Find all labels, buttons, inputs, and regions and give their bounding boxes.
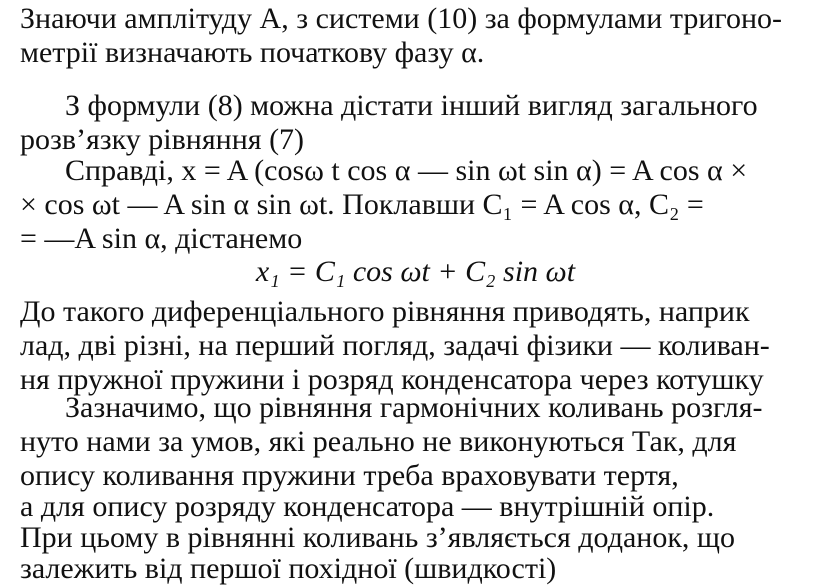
text-line-13: нуто нами за умов, які реально не виконуються Так, для: [20, 425, 737, 458]
text-line-11: ня пружної пружини і розряд конденсатора через котушку: [20, 363, 764, 396]
text-line-1: Знаючи амплітуду A, з системи (10) за формулами тригоно-: [20, 2, 782, 35]
text-line-16: При цьому в рівнянні коливань з’являється доданок, що: [20, 521, 736, 554]
text-line-10: лад, дві різні, на перший погляд, задачі фізики — коливан-: [20, 329, 770, 362]
text-line-6: × cos ωt — A sin α sin ωt. Поклавши C₁ = A cos α, C₂ =: [20, 188, 704, 221]
text-line-9: До такого диференціального рівняння приводять, наприк: [20, 295, 750, 328]
text-line-17: залежить від першої похідної (швидкості): [20, 552, 557, 585]
text-line-5: Справді, x = A (cosω t cos α — sin ωt sin α) = A cos α ×: [65, 154, 748, 187]
text-line-15: а для опису розряду конденсатора — внутрішній опір.: [20, 490, 715, 523]
text-line-3: З формули (8) можна дістати інший вигляд загального: [65, 89, 758, 122]
formula-line: x₁ = C₁ cos ωt + C₂ sin ωt: [255, 255, 576, 288]
text-line-2: метрії визначають початкову фазу α.: [20, 36, 485, 69]
text-line-4: розв’язку рівняння (7): [20, 123, 305, 156]
text-line-12: Зазначимо, що рівняння гармонічних коливань розгля-: [65, 391, 763, 424]
text-line-7: = —A sin α, дістанемо: [20, 222, 303, 255]
text-line-14: опису коливання пружини треба враховувати тертя,: [20, 459, 679, 492]
